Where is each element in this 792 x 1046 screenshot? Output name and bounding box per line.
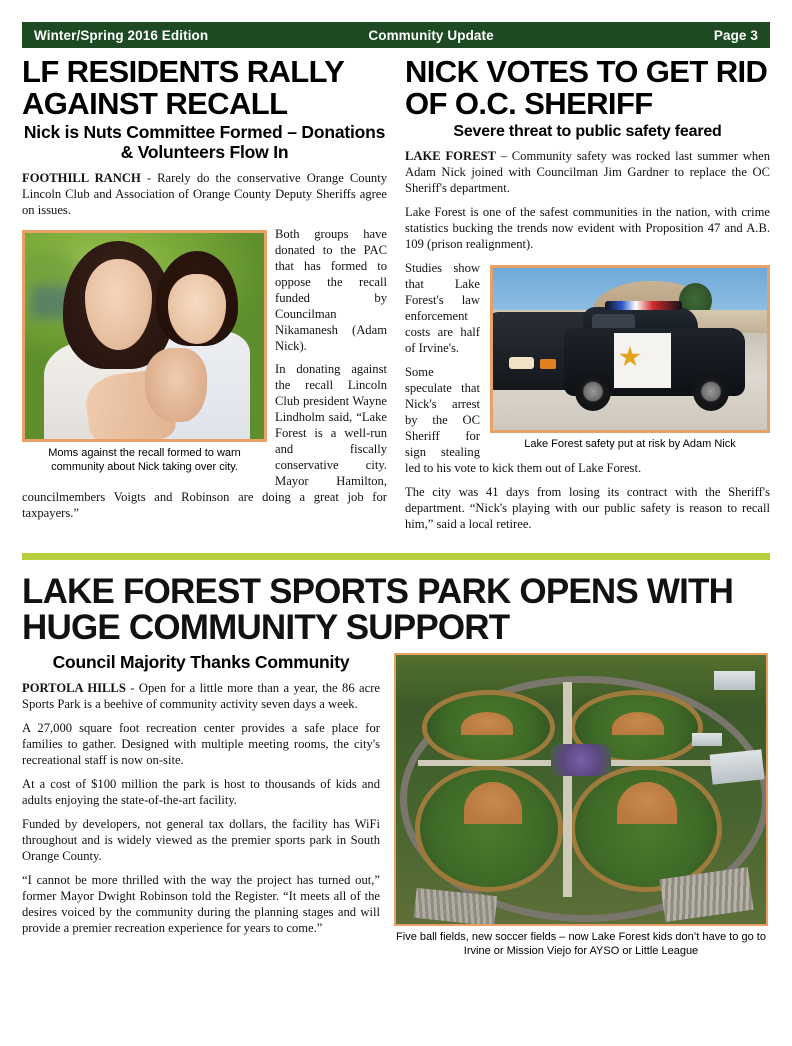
emergency-lightbar bbox=[605, 301, 682, 311]
edition-label: Winter/Spring 2016 Edition bbox=[34, 27, 209, 43]
page-masthead bbox=[22, 22, 770, 48]
ball-field bbox=[570, 765, 722, 891]
article-paragraph: The city was 41 days from losing its contract with the Sheriff's department. “Nick's playing with our public safety is reason to recall him,” said a local retiree. bbox=[405, 485, 770, 532]
photo-artwork bbox=[25, 233, 264, 439]
article-sheriff-vote bbox=[405, 56, 770, 541]
recreation-building bbox=[709, 749, 764, 784]
infield bbox=[612, 712, 664, 736]
article-subhead: Severe threat to public safety feared bbox=[453, 123, 722, 141]
photo-caption: Five ball fields, new soccer fields – now Lake Forest kids don’t have to go to Irvine or Mission Viejo for AYSO or Little League bbox=[396, 930, 766, 958]
sheriff-patrol-car-photo bbox=[490, 265, 770, 433]
infield bbox=[617, 782, 677, 824]
article-headline: LF RESIDENTS RALLY AGAINST RECALL bbox=[22, 54, 344, 122]
recreation-building bbox=[714, 671, 755, 690]
section-divider bbox=[22, 553, 770, 560]
clasped-hands bbox=[145, 348, 207, 422]
article-subhead: Nick is Nuts Committee Formed – Donations & Volunteers Flow In bbox=[23, 122, 386, 163]
top-articles-row bbox=[22, 56, 770, 541]
photo-caption: Lake Forest safety put at risk by Adam Nick bbox=[524, 438, 736, 451]
article-paragraph: “I cannot be more thrilled with the way the project has turned out,” former Mayor Dwight Robinson told the Register. “It meets all of the desires voiced by the community during the planning stages and will provide a premier recreation experience for years to come.” bbox=[22, 873, 380, 936]
photo-artwork bbox=[396, 655, 766, 924]
article-paragraph: A 27,000 square foot recreation center provides a safe place for families to gather. Designed with multiple meeting rooms, the city's recreational staff is now on-site. bbox=[22, 721, 380, 768]
sports-park-aerial-photo bbox=[394, 653, 768, 926]
central-plaza bbox=[551, 744, 610, 776]
turn-signal bbox=[540, 359, 556, 369]
newsletter-page bbox=[0, 22, 792, 1046]
sports-park-body bbox=[22, 653, 770, 959]
moms-against-recall-photo bbox=[22, 230, 267, 442]
article-paragraph: FOOTHILL RANCH - Rarely do the conservative Orange County Lincoln Club and Association of Orange County Deputy Sheriffs agree on issues. bbox=[22, 170, 387, 217]
ball-field bbox=[422, 690, 555, 765]
ball-field bbox=[415, 765, 563, 891]
moms-against-recall-figure bbox=[22, 230, 267, 475]
recreation-building bbox=[692, 733, 722, 746]
photo-artwork bbox=[493, 268, 767, 430]
publication-title: Community Update bbox=[368, 27, 494, 43]
photo-caption: Moms against the recall formed to warn community about Nick taking over city. bbox=[48, 446, 241, 473]
infield bbox=[461, 712, 513, 736]
headlight bbox=[509, 357, 534, 368]
article-paragraph: LAKE FOREST – Community safety was rocked last summer when Adam Nick joined with Councilman Jim Gardner to replace the OC Sheriff's department. bbox=[405, 149, 771, 196]
article-paragraph: Some speculate that Nick's arrest by the OC Sheriff for sign stealing led to his vote to kick them out of Lake Forest. bbox=[405, 365, 642, 476]
patrol-car-door-panel bbox=[614, 333, 672, 388]
page-number: Page 3 bbox=[713, 27, 758, 43]
infield bbox=[464, 782, 522, 824]
article-paragraph: Studies show that Lake Forest's law enforcement costs are half of Irvine's. bbox=[405, 261, 480, 356]
rear-wheel bbox=[693, 372, 729, 411]
article-paragraph: Funded by developers, not general tax dollars, the facility has WiFi throughout and is widely viewed as the premier sports park in South Orange County. bbox=[22, 817, 380, 864]
sports-park-aerial-figure bbox=[394, 653, 768, 959]
article-subhead: Council Majority Thanks Community bbox=[52, 651, 350, 672]
central-walkway bbox=[563, 682, 572, 897]
sports-park-photo-column bbox=[394, 653, 768, 959]
front-wheel bbox=[575, 372, 611, 411]
article-headline: NICK VOTES TO GET RID OF O.C. SHERIFF bbox=[405, 54, 768, 122]
article-paragraph: Lake Forest is one of the safest communities in the nation, with crime statistics bucking the trends now evident with Proposition 47 and A.B. 109 (prison realignment). bbox=[405, 205, 770, 252]
article-paragraph: At a cost of $100 million the park is host to thousands of kids and adults enjoying the state-of-the-art facility. bbox=[22, 777, 380, 808]
article-paragraph: Both groups have donated to the PAC that has formed to oppose the recall funded by Councilman Nikamanesh (Adam Nick). bbox=[275, 226, 387, 353]
article-recall-rally bbox=[22, 56, 387, 541]
article-headline: LAKE FOREST SPORTS PARK OPENS WITH HUGE COMMUNITY SUPPORT bbox=[22, 572, 734, 648]
article-sports-park bbox=[22, 574, 770, 958]
article-paragraph: In donating against the recall Lincoln Club president Wayne Lindholm said, “Lake Forest is a well-run and fiscally conservative city. Mayor Hamilton, councilmembers Voigts and Robinson are doing a great job for taxpayers.” bbox=[22, 362, 387, 521]
sheriff-patrol-car-figure bbox=[490, 265, 770, 451]
sports-park-text-column bbox=[22, 653, 380, 959]
article-paragraph: PORTOLA HILLS - Open for a little more than a year, the 86 acre Sports Park is a beehive of community activity seven days a week. bbox=[22, 681, 380, 712]
